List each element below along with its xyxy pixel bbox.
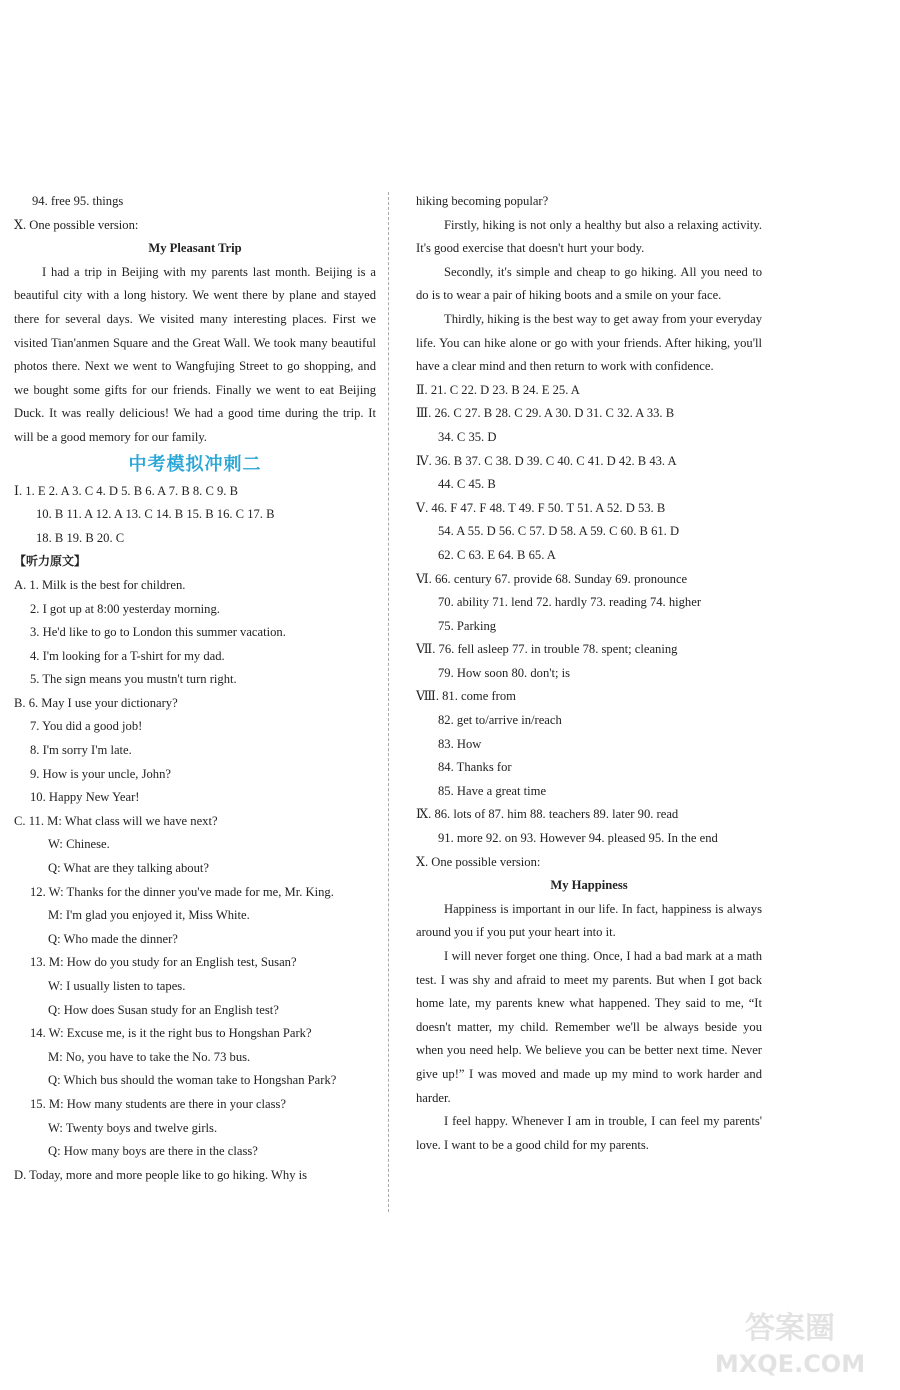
listening-line: 5. The sign means you mustn't turn right. xyxy=(30,672,237,687)
essay2-paragraph-3: I feel happy. Whenever I am in trouble, I can feel my parents' love. I want to be a good child for my parents. xyxy=(416,1114,762,1152)
answer-key xyxy=(416,379,762,874)
listening-line: Q: How many boys are there in the class? xyxy=(48,1144,258,1159)
listening-line: Q: How does Susan study for an English test? xyxy=(48,1002,279,1017)
listening-line: B. 6. May I use your dictionary? xyxy=(14,695,178,710)
listening-line: 7. You did a good job! xyxy=(30,719,143,734)
answer-line-94-95: 94. free 95. things xyxy=(32,194,124,208)
listening-line: 3. He'd like to go to London this summer vacation. xyxy=(30,625,286,640)
answer-line: Ⅲ. 26. C 27. B 28. C 29. A 30. D 31. C 32. A 33. B xyxy=(416,406,675,421)
listening-line: W: I usually listen to tapes. xyxy=(48,979,186,993)
d-paragraph-2: Secondly, it's simple and cheap to go hiking. All you need to do is to wear a pair of hiking boots and a smile on your face. xyxy=(416,264,762,303)
answer-line: Ⅱ. 21. C 22. D 23. B 24. E 25. A xyxy=(416,382,580,397)
column-divider xyxy=(388,192,389,1212)
essay2-title: My Happiness xyxy=(550,878,628,893)
listening-script xyxy=(14,574,376,1164)
listening-line: 14. W: Excuse me, is it the right bus to Hongshan Park? xyxy=(30,1026,312,1041)
essay2-paragraph-2: I will never forget one thing. Once, I had a bad mark at a math test. I was shy and afraid to meet my parents. But when I got back home late, my parents knew what happened. They said to me, “It doesn't matter, my child. Remember we'll be always beside you when you need help. We believe you can be better next time. Never give up!” I was moved and made up my mind to work harder and harder. xyxy=(416,949,762,1105)
listening-line: M: I'm glad you enjoyed it, Miss White. xyxy=(48,908,250,923)
listening-line: W: Chinese. xyxy=(48,837,110,852)
svg-text:MXQE.COM: MXQE.COM xyxy=(714,1350,866,1378)
d-paragraph-3: Thirdly, hiking is the best way to get away from your everyday life. You can hike alone or go with your friends. After hiking, you'll have a clear mind and then return to work with confidence. xyxy=(416,311,762,374)
answer-line: Ⅸ. 86. lots of 87. him 88. teachers 89. later 90. read xyxy=(416,807,679,822)
svg-text:答案圈: 答案圈 xyxy=(745,1311,835,1346)
listening-line: A. 1. Milk is the best for children. xyxy=(14,577,186,592)
answer-line: 54. A 55. D 56. C 57. D 58. A 59. C 60. B 61. D xyxy=(438,524,680,539)
listening-line: Q: What are they talking about? xyxy=(48,861,209,876)
answer-line: Ⅵ. 66. century 67. provide 68. Sunday 69. pronounce xyxy=(416,571,688,586)
essay1-text: I had a trip in Beijing with my parents last month. Beijing is a beautiful city with a long history. We went there by plane and stayed there for several days. We visited many interesting places. First we visited Tian'anmen Square and the Great Wall. We took many beautiful photos there. Next we went to Wangfujing Street to go shopping, and we bought some gifts for our friends. Finally we went to eat Beijing Duck. It was really delicious! We had a good time during the trip. It will be a good memory for our family. xyxy=(14,264,376,444)
watermark-logo xyxy=(700,1300,880,1380)
right-column xyxy=(416,190,762,1157)
answers-i-line2: 10. B 11. A 12. A 13. C 14. B 15. B 16. C 17. B xyxy=(36,507,275,522)
listening-line: Q: Which bus should the woman take to Hongshan Park? xyxy=(48,1073,337,1088)
listening-line: 9. How is your uncle, John? xyxy=(30,766,171,781)
answer-line: 75. Parking xyxy=(438,618,497,633)
listening-d-line: D. Today, more and more people like to go hiking. Why is xyxy=(14,1167,308,1182)
d-paragraph-1: Firstly, hiking is not only a healthy but also a relaxing activity. It's good exercise that doesn't hurt your body. xyxy=(416,217,762,256)
listening-title: 【听力原文】 xyxy=(14,554,87,569)
answer-line: 82. get to/arrive in/reach xyxy=(438,713,562,728)
answer-line: Ⅹ. One possible version: xyxy=(416,854,541,869)
answer-line: 91. more 92. on 93. However 94. pleased 95. In the end xyxy=(438,831,718,846)
answer-line: 44. C 45. B xyxy=(438,477,496,492)
essay2-paragraph-1: Happiness is important in our life. In fact, happiness is always around you if you put your heart into it. xyxy=(416,901,762,940)
answer-line: 79. How soon 80. don't; is xyxy=(438,665,571,680)
d-continued: hiking becoming popular? xyxy=(416,194,549,208)
section-x-label: Ⅹ. One possible version: xyxy=(14,217,139,232)
listening-line: 13. M: How do you study for an English test, Susan? xyxy=(30,955,297,970)
answer-line: Ⅷ. 81. come from xyxy=(416,689,516,704)
answers-i-line1: Ⅰ. 1. E 2. A 3. C 4. D 5. B 6. A 7. B 8. C 9. B xyxy=(14,483,238,498)
listening-line: 15. M: How many students are there in your class? xyxy=(30,1096,287,1111)
answer-line: Ⅶ. 76. fell asleep 77. in trouble 78. spent; cleaning xyxy=(416,642,678,657)
answer-line: 70. ability 71. lend 72. hardly 73. reading 74. higher xyxy=(438,595,702,610)
listening-line: Q: Who made the dinner? xyxy=(48,931,178,946)
answer-line: 62. C 63. E 64. B 65. A xyxy=(438,547,556,562)
answer-line: 85. Have a great time xyxy=(438,783,547,798)
listening-line: 8. I'm sorry I'm late. xyxy=(30,743,132,758)
listening-line: C. 11. M: What class will we have next? xyxy=(14,813,218,828)
listening-line: 12. W: Thanks for the dinner you've made for me, Mr. King. xyxy=(30,884,334,899)
answers-i-line3: 18. B 19. B 20. C xyxy=(36,530,125,545)
answer-line: Ⅴ. 46. F 47. F 48. T 49. F 50. T 51. A 52. D 53. B xyxy=(416,500,666,515)
answer-line: 83. How xyxy=(438,736,482,751)
answer-line: 34. C 35. D xyxy=(438,429,497,444)
section2-title: 中考模拟冲刺二 xyxy=(128,453,262,475)
listening-line: 2. I got up at 8:00 yesterday morning. xyxy=(30,601,220,616)
left-column xyxy=(14,190,376,1187)
listening-line: M: No, you have to take the No. 73 bus. xyxy=(48,1049,251,1064)
essay1-title: My Pleasant Trip xyxy=(148,241,242,256)
listening-line: 4. I'm looking for a T-shirt for my dad. xyxy=(30,648,225,663)
listening-line: W: Twenty boys and twelve girls. xyxy=(48,1120,218,1135)
listening-line: 10. Happy New Year! xyxy=(30,790,140,805)
answer-line: Ⅳ. 36. B 37. C 38. D 39. C 40. C 41. D 42. B 43. A xyxy=(416,453,677,468)
answer-line: 84. Thanks for xyxy=(438,760,512,775)
